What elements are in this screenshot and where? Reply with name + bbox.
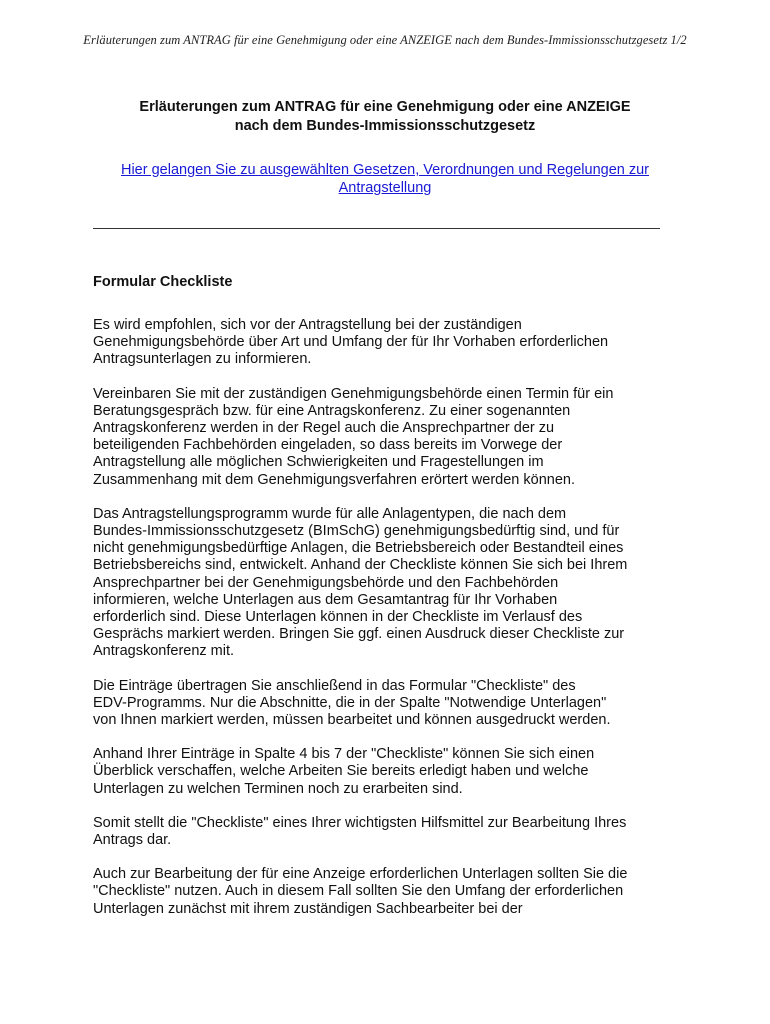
page-title (0, 98, 770, 136)
paragraph-line: Genehmigungsbehörde über Art und Umfang der für Ihr Vorhaben erforderlichen (93, 334, 609, 351)
paragraph-line: Somit stellt die "Checkliste" eines Ihrer wichtigsten Hilfsmittel zur Bearbeitung Ihres (93, 814, 627, 831)
paragraph (93, 866, 693, 918)
laws-regulations-link-line-2[interactable]: Antragstellung (338, 180, 432, 196)
paragraph-line: Vereinbaren Sie mit der zuständigen Genehmigungsbehörde einen Termin für ein (93, 385, 614, 402)
paragraph-line: Anhand Ihrer Einträge in Spalte 4 bis 7 der "Checkliste" können Sie sich einen (93, 746, 595, 763)
paragraph-line: Antragsunterlagen zu informieren. (93, 351, 312, 368)
body-text (93, 317, 693, 935)
paragraph-line: Die Einträge übertragen Sie anschließend in das Formular "Checkliste" des (93, 677, 576, 694)
laws-regulations-link-line-1[interactable]: Hier gelangen Sie zu ausgewählten Gesetzen, Verordnungen und Regelungen zur (120, 162, 649, 178)
paragraph-line: von Ihnen markiert werden, müssen bearbeitet und können ausgedruckt werden. (93, 712, 611, 729)
section-heading: Formular Checkliste (93, 274, 233, 290)
paragraph-line: Beratungsgespräch bzw. für eine Antragskonferenz. Zu einer sogenannten (93, 402, 571, 419)
paragraph-line: beteiligenden Fachbehörden eingeladen, so dass bereits im Vorwege der (93, 437, 563, 454)
paragraph-line: Antragskonferenz mit. (93, 643, 235, 660)
paragraph-line: Zusammenhang mit dem Genehmigungsverfahren erörtert werden können. (93, 471, 575, 488)
paragraph-line: Antrags dar. (93, 832, 172, 849)
paragraph (93, 317, 693, 369)
paragraph-line: Das Antragstellungsprogramm wurde für alle Anlagentypen, die nach dem (93, 505, 567, 522)
paragraph-line: Es wird empfohlen, sich vor der Antragstellung bei der zuständigen (93, 317, 522, 333)
page-title-line-2: nach dem Bundes-Immissionsschutzgesetz (234, 118, 536, 134)
paragraph-line: Überblick verschaffen, welche Arbeiten Sie bereits erledigt haben und welche (93, 763, 589, 780)
paragraph (93, 678, 693, 730)
paragraph-line: erforderlich sind. Diese Unterlagen können in der Checkliste im Verlausf des (93, 609, 583, 626)
paragraph-line: Unterlagen zunächst mit ihrem zuständigen Sachbearbeiter bei der (93, 900, 523, 917)
paragraph-line: informieren, welche Unterlagen aus dem Gesamtantrag für Ihr Vorhaben (93, 591, 558, 608)
paragraph (93, 746, 693, 798)
paragraph-line: nicht genehmigungsbedürftige Anlagen, die Betriebsbereich oder Bestandteil eines (93, 540, 624, 557)
paragraph (93, 506, 693, 661)
paragraph-line: Bundes-Immissionsschutzgesetz (BImSchG) genehmigungsbedürftig sind, und für (93, 523, 620, 540)
horizontal-divider (93, 228, 660, 229)
paragraph-line: Ansprechpartner bei der Genehmigungsbehörde und den Fachbehörden (93, 574, 559, 591)
paragraph-line: Betriebsbereichs sind, entwickelt. Anhand der Checkliste können Sie sich bei Ihrem (93, 557, 628, 574)
paragraph-line: "Checkliste" nutzen. Auch in diesem Fall sollten Sie den Umfang der erforderlichen (93, 883, 624, 900)
paragraph-line: Antragskonferenz werden in der Regel auch die Ansprechpartner der zu (93, 420, 555, 437)
paragraph-line: EDV-Programms. Nur die Abschnitte, die in der Spalte "Notwendige Unterlagen" (93, 694, 607, 711)
running-header: Erläuterungen zum ANTRAG für eine Genehmigung oder eine ANZEIGE nach dem Bundes-Immissionsschutzgesetz 1/2 (83, 33, 687, 47)
paragraph-line: Antragstellung alle möglichen Schwierigkeiten und Fragestellungen im (93, 454, 544, 471)
paragraph-line: Gesprächs markiert werden. Bringen Sie ggf. einen Ausdruck dieser Checkliste zur (93, 626, 625, 643)
paragraph (93, 815, 693, 849)
paragraph-line: Unterlagen zu welchen Terminen noch zu erarbeiten sind. (93, 780, 463, 797)
page-title-line-1: Erläuterungen zum ANTRAG für eine Genehmigung oder eine ANZEIGE (139, 99, 631, 115)
paragraph (93, 386, 693, 489)
laws-regulations-link[interactable] (60, 161, 710, 197)
paragraph-line: Auch zur Bearbeitung der für eine Anzeige erforderlichen Unterlagen sollten Sie die (93, 866, 628, 883)
